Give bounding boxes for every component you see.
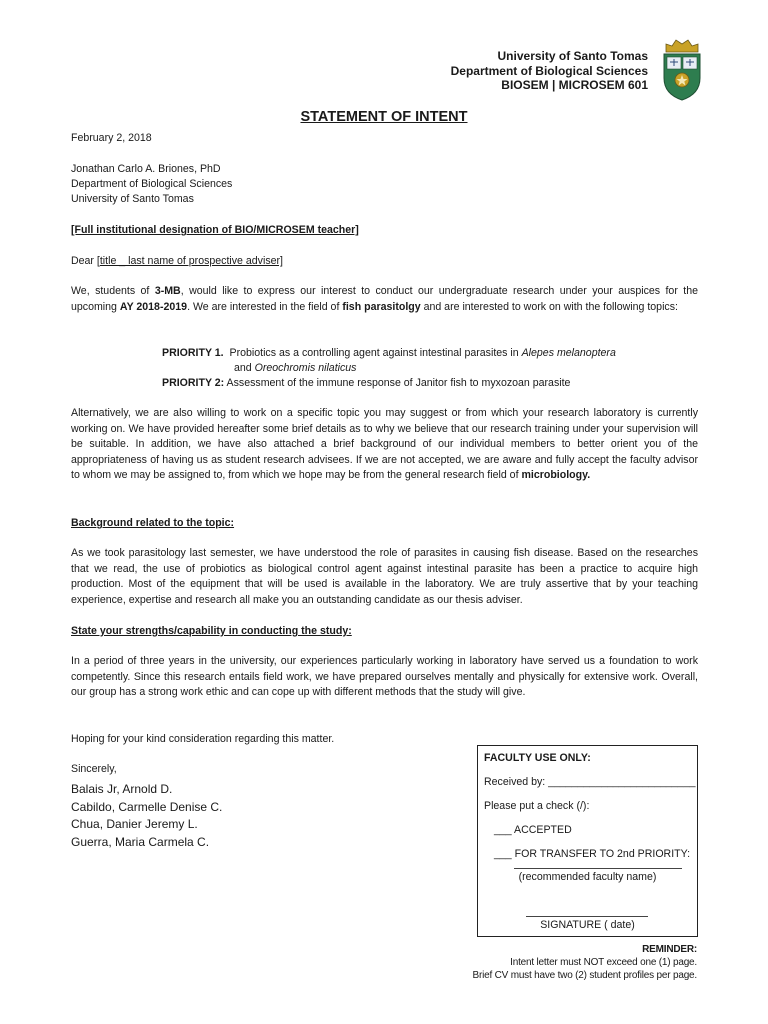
reminder-heading: REMINDER: (642, 944, 697, 955)
research-field: fish parasitolgy (342, 300, 421, 313)
priority-1-label: PRIORITY 1. (162, 347, 224, 359)
recipient-university: University of Santo Tomas (71, 193, 194, 205)
check-instruction: Please put a check (/): (484, 800, 590, 812)
alternative-text: Alternatively, we are also willing to work on a specific topic you may suggest or from which your research laboratory is currently working on. We have provided hereafter some brief details as to why we believe that our research training under your supervision will be suitable. In addition, we have also attached a brief background of our individual members to better orient you of the appropriateness of having us as student research advisees. If we are not accepted, we are aware and fully accept the faculty advisor to whom we may be assigned to, from which we hope may be from the general research field of (71, 407, 698, 482)
document-title: STATEMENT OF INTENT (300, 109, 468, 125)
section-code: 3-MB (154, 285, 181, 297)
priority-2-text: Assessment of the immune response of Janitor fish to myxozoan parasite (224, 377, 571, 389)
accepted-checkbox[interactable]: ___ ACCEPTED (494, 824, 572, 836)
intro-paragraph (71, 284, 698, 315)
background-heading: Background related to the topic: (71, 517, 235, 529)
signature-line (526, 916, 648, 917)
reminder-line-2: Brief CV must have two (2) student profiles per page. (472, 970, 697, 981)
letterhead (451, 49, 648, 93)
signatory-list (71, 781, 222, 851)
signatory-name: Balais Jr, Arnold D. (71, 782, 173, 796)
alternative-paragraph (71, 406, 698, 484)
intro-text-1: We, students of (71, 285, 155, 297)
priority-1-text: Probiotics as a controlling agent against intestinal parasites in (229, 347, 522, 359)
university-name: University of Santo Tomas (497, 49, 648, 63)
greeting-placeholder: title _ last name of prospective adviser] (99, 255, 283, 267)
recommended-faculty-caption: (recommended faculty name) (518, 871, 657, 883)
greeting-dear: Dear [ (71, 255, 100, 267)
reminder-note (472, 943, 697, 982)
strengths-paragraph: In a period of three years in the university, our experiences particularly working in laboratory have served us a foundation to work competently. Since this research entails field work, we have prepared ourselves mentally and physically for extensive work. Overall, our group has a strong work ethic and can cope up with different methods that the study will give. (71, 655, 698, 699)
academic-year: AY 2018-2019 (119, 300, 188, 313)
priority-2-label: PRIORITY 2: (162, 377, 225, 389)
priority-2 (162, 376, 570, 392)
faculty-box-heading: FACULTY USE ONLY: (484, 752, 591, 764)
strengths-heading: State your strengths/capability in conducting the study: (71, 625, 352, 637)
closing-hope: Hoping for your kind consideration regarding this matter. (71, 733, 335, 745)
recipient-department: Department of Biological Sciences (71, 178, 233, 190)
general-field: microbiology. (521, 469, 591, 482)
transfer-checkbox[interactable]: ___ FOR TRANSFER TO 2nd PRIORITY: (494, 848, 691, 860)
signatory-name: Chua, Danier Jeremy L. (71, 817, 198, 831)
recipient-name: Jonathan Carlo A. Briones, PhD (71, 163, 221, 175)
course-code: BIOSEM | MICROSEM 601 (501, 78, 648, 92)
faculty-name-line (514, 868, 682, 869)
signature-caption: SIGNATURE ( date) (540, 919, 635, 931)
intro-text-2: , would like to express our interest to conduct our undergraduate research under your auspices for the upcoming (71, 285, 699, 313)
species-b: Oreochromis nilaticus (254, 362, 357, 374)
reminder-line-1: Intent letter must NOT exceed one (1) page. (510, 957, 697, 968)
priority-1-continued (234, 361, 356, 377)
intro-text-4: and are interested to work on with the following topics: (420, 300, 678, 313)
background-paragraph: As we took parasitology last semester, we have understood the role of parasites in causing fish disease. Based on the researches that we read, the use of probiotics as biological control agent against intestinal parasite has been a practice to acquire high production. Most of the equipment that will be used is available in the laboratory. We are truly assertive that by your teaching experience, expertise and research all make you an outstanding candidate as our thesis adviser. (71, 547, 698, 606)
signatory-name: Guerra, Maria Carmela C. (71, 834, 210, 849)
greeting (71, 254, 283, 270)
designation-placeholder: [Full institutional designation of BIO/MICROSEM teacher] (71, 224, 359, 236)
closing-sincerely: Sincerely, (71, 763, 117, 775)
priority-1 (162, 346, 616, 362)
received-by-field[interactable]: Received by: _________________________ (484, 776, 696, 788)
intro-text-3: . We are interested in the field of (187, 300, 343, 313)
species-a: Alepes melanoptera (521, 347, 616, 359)
department-name: Department of Biological Sciences (450, 63, 648, 78)
letter-date: February 2, 2018 (71, 132, 152, 144)
faculty-use-box (477, 745, 698, 937)
university-seal-icon (660, 38, 704, 102)
priority-1-and: and (234, 362, 255, 374)
signatory-name: Cabildo, Carmelle Denise C. (71, 799, 223, 814)
